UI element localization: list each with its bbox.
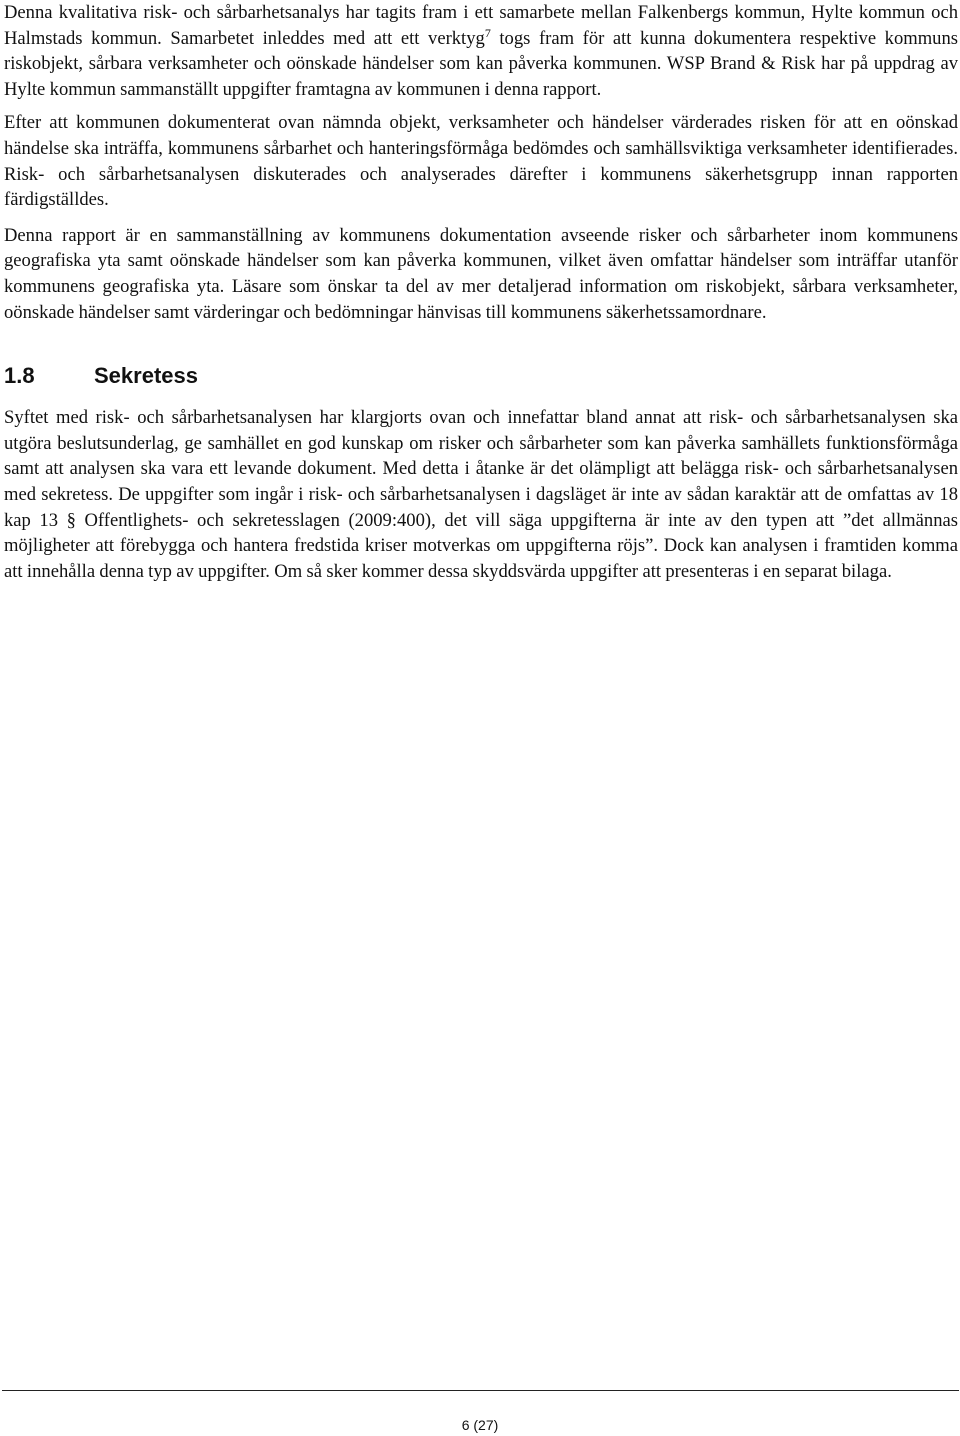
intro-paragraph: [4, 0, 958, 102]
section-title: Sekretess: [94, 363, 198, 389]
method-paragraph: Efter att kommunen dokumenterat ovan nämnda objekt, verksamheter och händelser värderades risken för att en oönskad händelse ska inträffa, kommunens sårbarhet och hanteringsförmåga bedömdes och samhällsviktiga verksamheter identifierades. Risk- och sårbarhetsanalysen diskuterades och analyserades därefter i kommunens säkerhetsgrupp innan rapporten färdigställdes.: [4, 112, 958, 211]
secrecy-paragraph: Syftet med risk- och sårbarhetsanalysen har klargjorts ovan och innefattar bland annat att risk- och sårbarhetsanalysen ska utgöra beslutsunderlag, ge samhället en god kunskap om risker och sårbarheter som kan påverka samhällets funktionsförmåga samt att analysen ska vara ett levande dokument. Med detta i åtanke är det olämpligt att belägga risk- och sårbarhetsanalysen med sekretess. De uppgifter som ingår i risk- och sårbarhetsanalysen i dagsläget är inte av sådan karaktär att de omfattas av 18 kap 13 § Offentlighets- och sekretesslagen (2009:400), det vill säga uppgifterna är inte av den typen att ”det allmännas möjligheter att förebygga och hantera fredstida kriser motverkas om uppgifterna röjs”. Dock kan analysen i framtiden komma att innehålla denna typ av uppgifter. Om så sker kommer dessa skyddsvärda uppgifter att presenteras i en separat bilaga.: [4, 407, 958, 582]
compilation-paragraph: Denna rapport är en sammanställning av kommunens dokumentation avseende risker och sårbarheter inom kommunens geografiska yta samt oönskade händelser som kan påverka kommunen, vilket även omfattar händelser som inträffar utanför kommunens geografiska yta. Läsare som önskar ta del av mer detaljerad information om riskobjekt, sårbara verksamheter, oönskade händelser samt värderingar och bedömningar hänvisas till kommunens säkerhetssamordnare.: [4, 224, 958, 323]
intro-paragraph-text-a: Denna kvalitativa risk- och sårbarhetsanalys har tagits fram i ett samarbete mellan Falkenbergs kommun, Hylte kommun och Halmstads kommun. Samarbetet inleddes med att ett verktyg: [4, 2, 958, 49]
section-heading: [4, 363, 958, 389]
intro-paragraph-text-b: togs fram för att kunna dokumentera respektive kommuns riskobjekt, sårbara verksamheter och oönskade händelser som kan påverka kommunen. WSP Brand & Risk har på uppdrag av Hylte kommun sammanställt uppgifter framtagna av kommunen i denna rapport.: [4, 27, 958, 100]
footer-divider: [2, 1390, 959, 1391]
section-number: 1.8: [4, 363, 35, 389]
page-number: 6 (27): [461, 1417, 499, 1433]
footnote-reference[interactable]: 7: [484, 25, 491, 40]
page-body: [4, 0, 958, 584]
